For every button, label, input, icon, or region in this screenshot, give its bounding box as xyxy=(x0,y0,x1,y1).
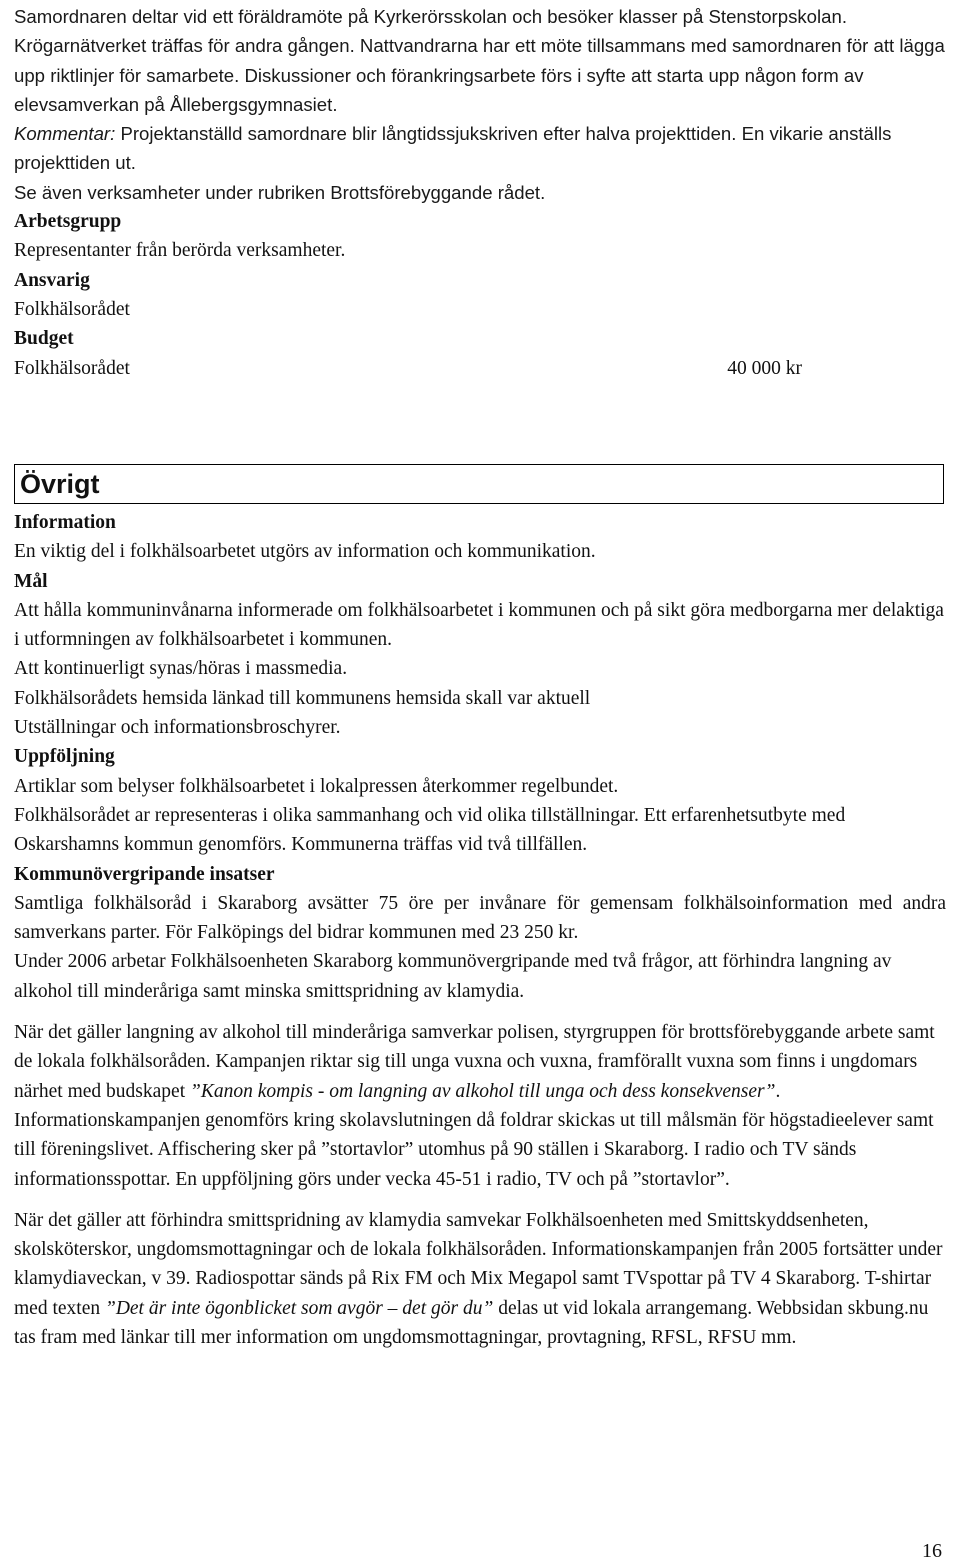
mal-text-2: Att kontinuerligt synas/höras i massmedia. xyxy=(14,658,348,680)
paragraph-gap xyxy=(14,1194,946,1206)
budget-amount: 40 000 kr xyxy=(727,357,802,379)
budget-heading: Budget xyxy=(14,328,74,350)
arbetsgrupp-heading: Arbetsgrupp xyxy=(14,211,122,233)
budget-row xyxy=(14,354,802,383)
page-number: 16 xyxy=(922,1540,942,1562)
langning-text-a: När det gäller langning av alkohol till minderåriga samverkar polisen, styrgruppen för brottsförebyggande arbete samt de lokala folkhälsoråden. Kampanjen riktar sig till unga vuxna och vuxna, framförallt vuxna som finns i ungdomars närhet med budskapet xyxy=(14,1022,935,1102)
mal-heading: Mål xyxy=(14,570,48,592)
comment-paragraph xyxy=(14,119,946,178)
comment-label: Kommentar: xyxy=(14,123,116,145)
mal-text-3: Folkhälsorådets hemsida länkad till kommunens hemsida skall var aktuell xyxy=(14,687,591,709)
document-page xyxy=(14,2,946,1349)
section-title: Övrigt xyxy=(20,468,100,499)
kommun-text-1: Samtliga folkhälsoråd i Skaraborg avsätter 75 öre per invånare för gemensam folkhälsoinformation med andra samverkans parter. För Falköpings del bidrar kommunen med 23 250 kr. xyxy=(14,892,946,944)
information-heading: Information xyxy=(14,512,116,533)
klamydia-text-a: När det gäller att förhindra smittspridning av klamydia samvekar Folkhälsoenheten med Smittskyddsenheten, skolsköterskor, ungdomsmottagningar och de lokala folkhälsoråden. Informationskampanjen från 2005 fortsätter under klamydiaveckan, v 39. Radiospottar sänds på Rix FM och Mix Megapol samt TVspottar på TV 4 Skaraborg. T-shirtar med texten xyxy=(14,1209,943,1319)
langning-quote: ”Kanon kompis - om langning av alkohol till unga och dess konsekvenser” xyxy=(190,1080,776,1102)
mal-text-1: Att hålla kommuninvånarna informerade om folkhälsoarbetet i kommunen och på sikt göra medborgarna mer delaktiga i utformningen av folkhälsoarbetet i kommunen. xyxy=(14,599,944,651)
uppfoljning-heading: Uppföljning xyxy=(14,746,115,768)
uppfoljning-text-1: Artiklar som belyser folkhälsoarbetet i lokalpressen återkommer regelbundet. xyxy=(14,775,619,797)
kommun-text-2: Under 2006 arbetar Folkhälsoenheten Skaraborg kommunövergripande med två frågor, att förhindra langning av alkohol till minderåriga samt minska smittspridning av klamydia. xyxy=(14,951,892,1002)
see-also-text: Se även verksamheter under rubriken Brottsförebyggande rådet. xyxy=(14,181,546,203)
arbetsgrupp-text: Representanter från berörda verksamheter. xyxy=(14,240,346,262)
section-heading-box xyxy=(14,464,944,504)
klamydia-quote: ”Det är inte ögonblicket som avgör – det gör du” xyxy=(104,1297,494,1319)
klamydia-paragraph xyxy=(14,1206,946,1352)
langning-text-b: . Informationskampanjen genomförs kring skolavslutningen då foldrar skickas ut till målsmän för högstadieelever samt till föreningslivet. Affischering sker på ”stortavlor” utomhus på 90 ställen i Skaraborg. I radio och TV sänds informationsspottar. En uppföljning görs under vecka 45-51 i radio, TV och på ”stortavlor”. xyxy=(14,1080,934,1190)
ansvarig-heading: Ansvarig xyxy=(14,269,90,291)
intro-paragraph: Samordnaren deltar vid ett föräldramöte på Kyrkerörsskolan och besöker klasser på Stenstorpskolan. Krögarnätverket träffas för andra gången. Nattvandrarna har ett möte tillsammans med samordnaren för att lägga upp riktlinjer för samarbete. Diskussioner och förankringsarbete förs i syfte att starta upp någon form av elevsamverkan på Ållebergsgymnasiet. xyxy=(14,6,945,115)
comment-text: Projektanställd samordnare blir långtidssjukskriven efter halva projekttiden. En vikarie anställs projekttiden ut. xyxy=(14,123,892,174)
mal-text-4: Utställningar och informationsbroschyrer. xyxy=(14,717,341,739)
uppfoljning-text-2: Folkhälsorådet ar representeras i olika sammanhang och vid olika tillställningar. Ett erfarenhetsutbyte med Oskarshamns kommun genomförs. Kommunerna träffas vid två tillfällen. xyxy=(14,804,846,856)
langning-paragraph xyxy=(14,1018,946,1194)
budget-source: Folkhälsorådet xyxy=(14,357,130,379)
paragraph-gap xyxy=(14,1006,946,1018)
ansvarig-text: Folkhälsorådet xyxy=(14,298,130,320)
klamydia-text-b: delas ut vid lokala arrangemang. Webbsidan skbung.nu tas fram med länkar till mer information om ungdomsmottagningar, provtagning, RFSL, RFSU mm. xyxy=(14,1297,929,1349)
kommun-heading: Kommunövergripande insatser xyxy=(14,863,275,885)
information-text: En viktig del i folkhälsoarbetet utgörs av information och kommunikation. xyxy=(14,541,596,563)
ovrigt-section xyxy=(14,508,946,1352)
